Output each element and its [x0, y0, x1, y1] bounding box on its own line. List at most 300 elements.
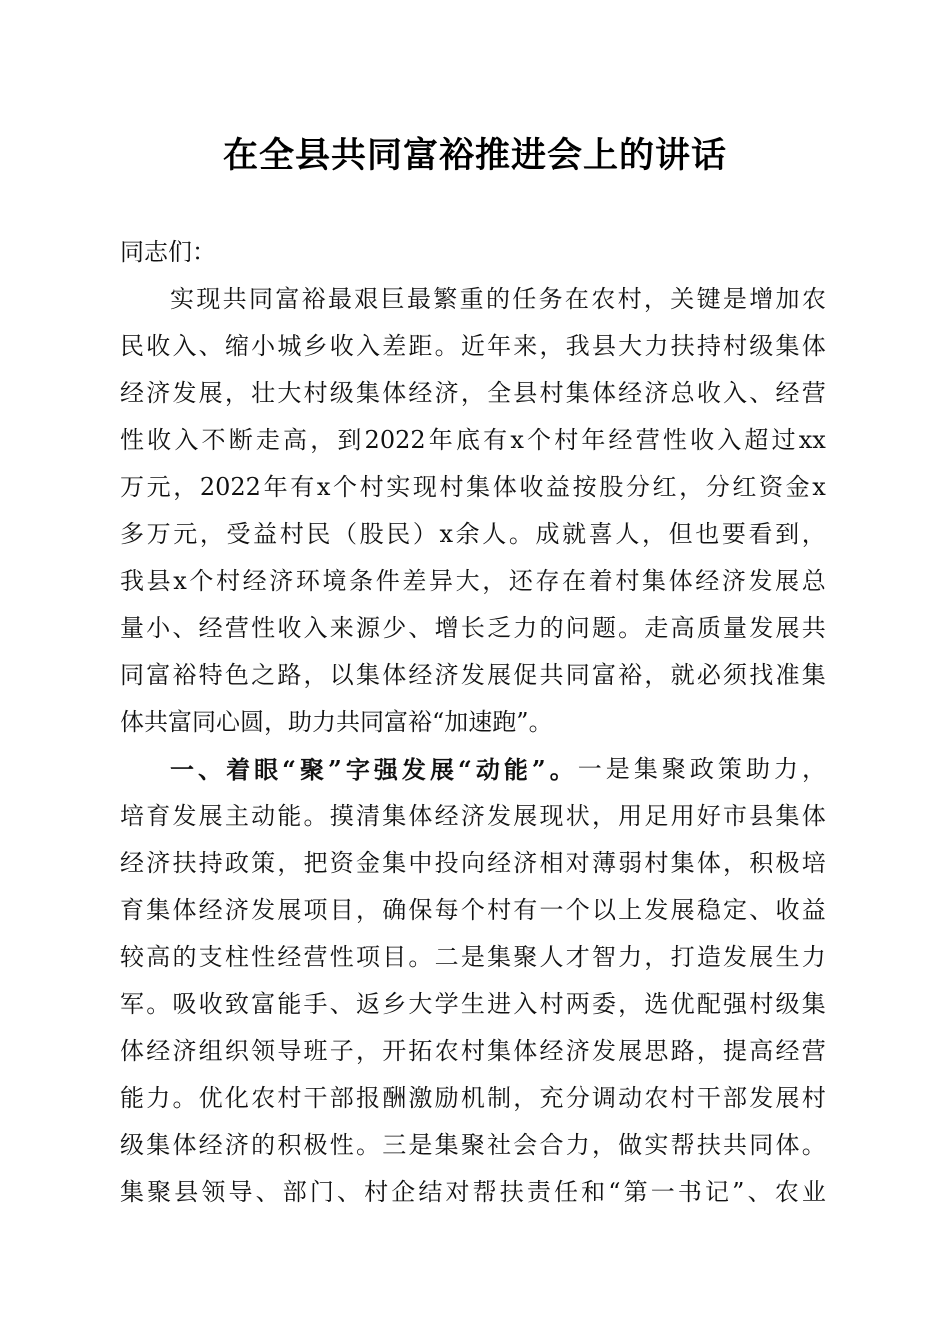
glyph: 的: [485, 285, 510, 313]
glyph: 聚: [299, 755, 324, 784]
paragraph-line: [120, 652, 826, 699]
glyph: 一: [170, 755, 194, 784]
glyph: 民: [306, 520, 331, 548]
glyph: ，: [679, 473, 704, 501]
glyph: 对: [445, 1178, 470, 1206]
glyph: 经: [198, 614, 223, 642]
glyph: ，: [277, 849, 302, 877]
glyph: 须: [723, 661, 748, 689]
glyph: 最: [406, 285, 431, 313]
glyph: 配: [696, 990, 721, 1018]
glyph: 相: [539, 849, 564, 877]
glyph: 过: [771, 426, 796, 454]
glyph: 集: [487, 943, 512, 971]
glyph: 集: [801, 661, 826, 689]
glyph: 清: [355, 802, 380, 830]
glyph: 体: [382, 661, 407, 689]
glyph: ，: [802, 755, 826, 783]
glyph: 经: [242, 567, 267, 595]
glyph: ，: [460, 379, 485, 407]
glyph: 柱: [224, 943, 249, 971]
glyph: 收: [690, 426, 715, 454]
document-body: [120, 229, 826, 1216]
glyph: 差: [402, 567, 427, 595]
glyph: ，: [224, 379, 249, 407]
glyph: 集: [355, 379, 380, 407]
glyph: 投: [434, 849, 459, 877]
glyph: 来: [329, 614, 354, 642]
glyph: 走: [255, 426, 280, 454]
glyph: 2022: [199, 473, 261, 501]
glyph: 艰: [354, 285, 379, 313]
glyph: 帮: [472, 1178, 497, 1206]
glyph: 助: [288, 708, 312, 736]
glyph: 键: [696, 285, 721, 313]
glyph: 造: [696, 943, 721, 971]
glyph: 裕: [618, 661, 643, 689]
glyph: 结: [418, 1178, 443, 1206]
glyph: 部: [329, 1084, 354, 1112]
glyph: 业: [801, 1178, 826, 1206]
glyph: 心: [216, 708, 240, 736]
glyph: 体: [668, 567, 693, 595]
glyph: 主: [224, 802, 249, 830]
glyph: 体: [172, 1131, 197, 1159]
glyph: 县: [146, 567, 171, 595]
glyph: 的: [172, 943, 197, 971]
glyph: 体: [801, 332, 826, 360]
glyph: 聚: [147, 1178, 172, 1206]
glyph: 集: [487, 1037, 512, 1065]
glyph: 集: [434, 1131, 459, 1159]
glyph: 质: [696, 614, 721, 642]
glyph: 城: [277, 332, 302, 360]
glyph: 、: [408, 614, 433, 642]
glyph: 县: [174, 1178, 199, 1206]
glyph: ，: [723, 849, 748, 877]
glyph: 持: [198, 849, 223, 877]
glyph: 入: [303, 614, 328, 642]
glyph: 展: [775, 567, 800, 595]
glyph: 走: [644, 614, 669, 642]
glyph: 年: [428, 426, 453, 454]
glyph: 共: [144, 708, 168, 736]
glyph: 。: [528, 708, 553, 736]
glyph: 题: [591, 614, 616, 642]
glyph: 济: [513, 849, 538, 877]
glyph: 距: [408, 332, 433, 360]
glyph: 个: [460, 896, 485, 924]
glyph: 余: [455, 520, 480, 548]
glyph: 促: [513, 661, 538, 689]
glyph: 营: [635, 426, 660, 454]
glyph: 条: [349, 567, 374, 595]
glyph: 同: [120, 661, 144, 689]
glyph: 是: [408, 1131, 433, 1159]
glyph: 济: [460, 802, 485, 830]
glyph: 实: [170, 285, 194, 313]
glyph: 件: [375, 567, 400, 595]
glyph: 大: [618, 332, 643, 360]
glyph: 一: [539, 896, 564, 924]
glyph: 。: [801, 1131, 826, 1159]
glyph: 经: [198, 896, 223, 924]
glyph: 动: [475, 755, 500, 784]
glyph: 集: [670, 849, 695, 877]
glyph: 发: [723, 943, 748, 971]
glyph: ，: [482, 567, 507, 595]
glyph: 展: [487, 661, 512, 689]
glyph: xx: [798, 426, 826, 454]
glyph: 持: [696, 332, 721, 360]
glyph: 集: [775, 332, 800, 360]
glyph: 个: [527, 426, 552, 454]
glyph: 培: [801, 849, 826, 877]
glyph: 济: [565, 1037, 590, 1065]
glyph: 企: [391, 1178, 416, 1206]
glyph: ”: [328, 755, 342, 784]
glyph: 分: [625, 473, 650, 501]
glyph: 军: [120, 990, 144, 1018]
glyph: 领: [251, 1037, 276, 1065]
glyph: 也: [695, 520, 720, 548]
glyph: 乡: [382, 990, 407, 1018]
glyph: 特: [198, 661, 223, 689]
glyph: 用: [618, 802, 643, 830]
glyph: 入: [355, 332, 380, 360]
glyph: 扶: [172, 849, 197, 877]
glyph: 年: [581, 426, 606, 454]
glyph: 村: [277, 1084, 302, 1112]
glyph: ，: [513, 1084, 538, 1112]
glyph: 展: [775, 614, 800, 642]
glyph: 、: [749, 379, 774, 407]
glyph: 强: [373, 755, 398, 784]
glyph: 性: [329, 1131, 354, 1159]
glyph: 助: [745, 755, 770, 783]
glyph: 极: [303, 1131, 328, 1159]
glyph: 高: [670, 614, 695, 642]
glyph: 力: [801, 943, 826, 971]
glyph: 性: [251, 614, 276, 642]
glyph: ，: [199, 520, 224, 548]
paragraph-line: [120, 1122, 826, 1169]
glyph: 力: [644, 332, 669, 360]
glyph: 发: [172, 802, 197, 830]
glyph: 益: [253, 520, 278, 548]
glyph: 我: [565, 332, 590, 360]
glyph: 收: [329, 332, 354, 360]
glyph: 境: [322, 567, 347, 595]
glyph: 富: [275, 285, 300, 313]
glyph: x: [439, 520, 454, 548]
glyph: 发: [748, 567, 773, 595]
glyph: 体: [696, 849, 721, 877]
glyph: 在: [562, 567, 587, 595]
glyph: 经: [775, 1037, 800, 1065]
glyph: 元: [146, 473, 171, 501]
glyph: 中: [408, 849, 433, 877]
glyph: 年: [487, 332, 512, 360]
glyph: 力: [513, 614, 538, 642]
paragraph-line: [120, 1028, 826, 1075]
glyph: 入: [172, 332, 197, 360]
glyph: 我: [120, 567, 144, 595]
glyph: 经: [608, 426, 633, 454]
glyph: 能: [277, 802, 302, 830]
glyph: 就: [670, 661, 695, 689]
glyph: 弱: [618, 849, 643, 877]
glyph: 经: [120, 379, 144, 407]
glyph: 富: [251, 990, 276, 1018]
glyph: 性: [329, 943, 354, 971]
glyph: 体: [120, 1037, 144, 1065]
glyph: 力: [773, 755, 798, 783]
glyph: 找: [749, 661, 774, 689]
paragraph-line: [120, 370, 826, 417]
glyph: 一: [577, 755, 602, 783]
glyph: 村: [644, 849, 669, 877]
glyph: 喜: [588, 520, 613, 548]
glyph: 子: [329, 1037, 354, 1065]
glyph: 色: [224, 661, 249, 689]
glyph: 积: [277, 1131, 302, 1159]
glyph: 重: [459, 285, 484, 313]
glyph: 体: [408, 802, 433, 830]
glyph: 智: [591, 943, 616, 971]
glyph: 做: [618, 1131, 643, 1159]
glyph: 实: [386, 473, 411, 501]
glyph: 经: [198, 1131, 223, 1159]
glyph: 优: [198, 1084, 223, 1112]
glyph: 班: [303, 1037, 328, 1065]
glyph: 同: [360, 708, 384, 736]
glyph: 万: [120, 473, 144, 501]
glyph: 股: [599, 473, 624, 501]
glyph: 分: [565, 1084, 590, 1112]
glyph: 经: [120, 849, 144, 877]
glyph: 村: [439, 473, 464, 501]
paragraph-line: [120, 887, 826, 934]
glyph: 乏: [487, 614, 512, 642]
glyph: 体: [801, 802, 826, 830]
glyph: 看: [748, 520, 773, 548]
glyph: 是: [722, 285, 747, 313]
glyph: 圆: [240, 708, 264, 736]
glyph: 、: [198, 332, 223, 360]
glyph: 以: [591, 896, 616, 924]
glyph: 状: [565, 802, 590, 830]
glyph: 村: [749, 990, 774, 1018]
glyph: 收: [775, 896, 800, 924]
glyph: 民: [120, 332, 144, 360]
glyph: 济: [146, 379, 171, 407]
glyph: 缩: [224, 332, 249, 360]
glyph: 村: [801, 1084, 826, 1112]
glyph: 农: [434, 1037, 459, 1065]
glyph: 益: [546, 473, 570, 501]
glyph: 入: [723, 379, 748, 407]
glyph: 村: [303, 379, 328, 407]
glyph: 每: [434, 896, 459, 924]
paragraph-line: [120, 699, 826, 746]
glyph: ）: [412, 520, 437, 548]
glyph: x: [316, 473, 331, 501]
glyph: 展: [198, 802, 223, 830]
glyph: 但: [668, 520, 693, 548]
glyph: ，: [644, 943, 669, 971]
glyph: 高: [146, 943, 171, 971]
glyph: 万: [146, 520, 171, 548]
glyph: 委: [591, 990, 616, 1018]
glyph: 富: [146, 661, 171, 689]
glyph: ”: [531, 755, 546, 784]
glyph: 营: [801, 1037, 826, 1065]
glyph: 收: [198, 990, 223, 1018]
glyph: 发: [749, 614, 774, 642]
glyph: 。: [508, 520, 533, 548]
glyph: 进: [487, 990, 512, 1018]
glyph: 共: [539, 661, 564, 689]
glyph: “: [432, 708, 445, 736]
glyph: 以: [329, 661, 354, 689]
glyph: 经: [618, 379, 643, 407]
glyph: 集: [146, 896, 171, 924]
glyph: 吸: [172, 990, 197, 1018]
glyph: 高: [749, 1037, 774, 1065]
glyph: 、: [337, 1178, 361, 1206]
glyph: 市: [723, 802, 748, 830]
paragraph-line: [120, 793, 826, 840]
glyph: 任: [512, 285, 537, 313]
glyph: 元: [173, 520, 198, 548]
glyph: 思: [644, 1037, 669, 1065]
glyph: 第: [623, 1178, 648, 1206]
glyph: 有: [483, 426, 508, 454]
glyph: 金: [785, 473, 810, 501]
glyph: 村: [539, 379, 564, 407]
glyph: 学: [434, 990, 459, 1018]
glyph: 织: [224, 1037, 249, 1065]
glyph: 摸: [329, 802, 354, 830]
glyph: 县: [513, 379, 538, 407]
glyph: ，: [303, 661, 328, 689]
glyph: 增: [434, 614, 459, 642]
glyph: 济: [721, 567, 746, 595]
glyph: 资: [329, 849, 354, 877]
glyph: 薄: [591, 849, 616, 877]
glyph: 展: [198, 379, 223, 407]
glyph: 加: [775, 285, 800, 313]
glyph: 关: [670, 285, 695, 313]
glyph: 经: [146, 1037, 171, 1065]
glyph: 会: [513, 1131, 538, 1159]
glyph: 力: [146, 1084, 171, 1112]
glyph: 调: [591, 1084, 616, 1112]
glyph: 扶: [499, 1178, 524, 1206]
glyph: 组: [198, 1037, 223, 1065]
glyph: 集: [801, 990, 826, 1018]
glyph: 股: [359, 520, 384, 548]
glyph: 。: [618, 614, 643, 642]
glyph: ，: [173, 473, 198, 501]
glyph: 速: [468, 708, 493, 736]
glyph: 导: [228, 1178, 253, 1206]
glyph: 集: [382, 802, 407, 830]
glyph: 共: [222, 285, 247, 313]
glyph: 必: [696, 661, 721, 689]
glyph: 发: [401, 755, 426, 784]
glyph: 源: [355, 614, 380, 642]
glyph: 动: [618, 1084, 643, 1112]
glyph: 合: [539, 1131, 564, 1159]
glyph: ，: [696, 1037, 721, 1065]
glyph: 开: [382, 1037, 407, 1065]
paragraph-line: [120, 1075, 826, 1122]
glyph: 目: [329, 896, 354, 924]
glyph: 力: [618, 943, 643, 971]
glyph: 经: [408, 661, 433, 689]
glyph: 化: [224, 1084, 249, 1112]
glyph: 总: [670, 379, 695, 407]
glyph: 收: [147, 426, 172, 454]
glyph: 入: [513, 990, 538, 1018]
glyph: 入: [174, 426, 199, 454]
glyph: x: [173, 567, 187, 595]
glyph: 扶: [696, 1131, 721, 1159]
glyph: 定: [723, 896, 748, 924]
document-title: 在全县共同富裕推进会上的讲话: [222, 135, 727, 176]
glyph: 。: [303, 802, 328, 830]
glyph: 政: [689, 755, 714, 783]
glyph: 小: [251, 332, 276, 360]
glyph: 红: [652, 473, 677, 501]
glyph: 有: [290, 473, 315, 501]
glyph: 领: [201, 1178, 226, 1206]
glyph: 导: [277, 1037, 302, 1065]
glyph: ，: [264, 708, 288, 736]
glyph: 村: [539, 990, 564, 1018]
glyph: “: [608, 1178, 621, 1206]
glyph: 红: [732, 473, 757, 501]
glyph: 书: [677, 1178, 702, 1206]
glyph: 实: [644, 1131, 669, 1159]
glyph: 经: [695, 567, 720, 595]
paragraph-line: [120, 511, 826, 558]
glyph: 长: [460, 614, 485, 642]
glyph: 确: [382, 896, 407, 924]
glyph: 。: [355, 1131, 380, 1159]
glyph: 同: [749, 1131, 774, 1159]
glyph: ，: [591, 1131, 616, 1159]
glyph: 体: [775, 1131, 800, 1159]
glyph: 。: [549, 755, 574, 784]
glyph: 三: [382, 1131, 407, 1159]
glyph: 营: [801, 379, 826, 407]
glyph: ，: [618, 990, 643, 1018]
glyph: 济: [146, 849, 171, 877]
glyph: 策: [717, 755, 742, 783]
glyph: 现: [412, 473, 437, 501]
glyph: 展: [277, 896, 302, 924]
glyph: 激: [408, 1084, 433, 1112]
paragraph-line: [120, 558, 826, 605]
glyph: 社: [487, 1131, 512, 1159]
glyph: 人: [615, 520, 640, 548]
glyph: 大: [277, 379, 302, 407]
glyph: 经: [539, 1037, 564, 1065]
glyph: 保: [408, 896, 433, 924]
